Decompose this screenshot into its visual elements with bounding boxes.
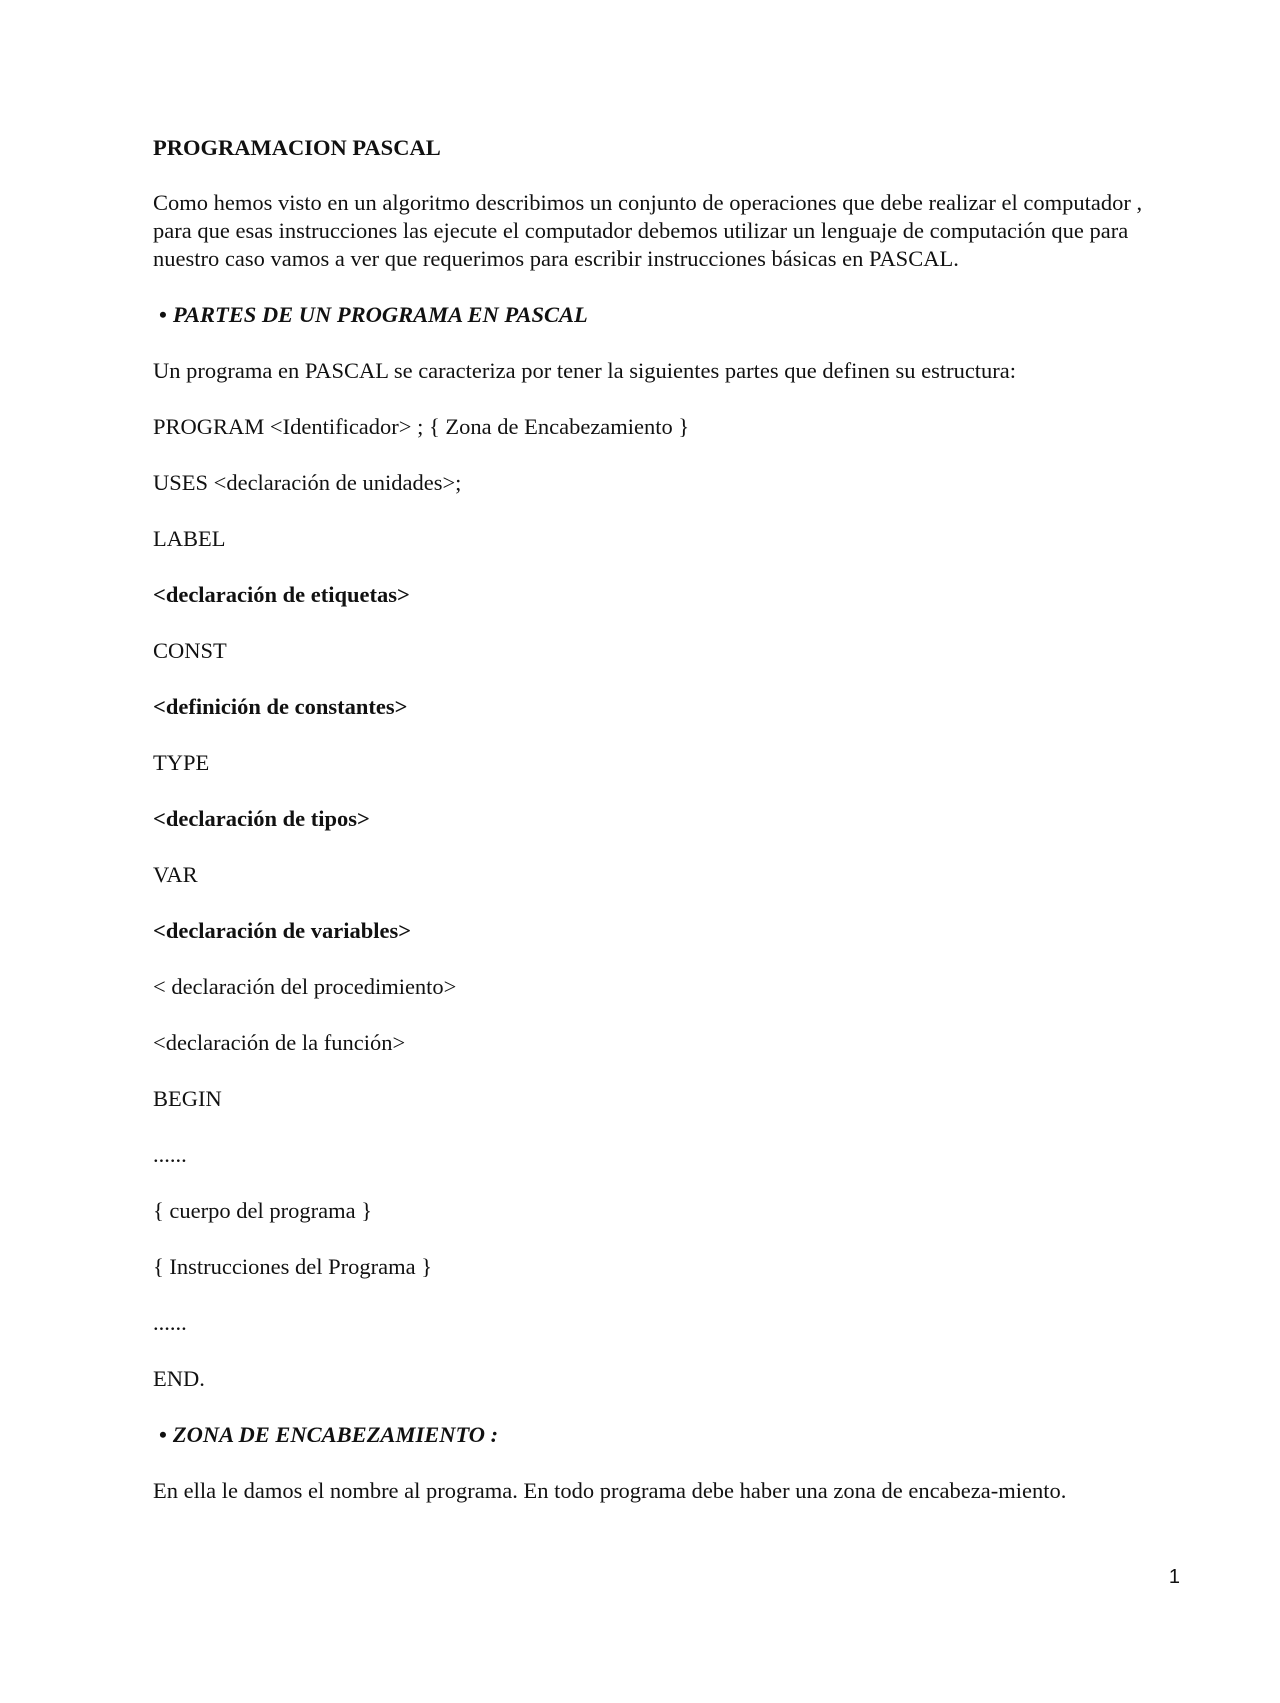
structure-line-constantes: <definición de constantes>	[153, 694, 408, 719]
page-number: 1	[1168, 1566, 1180, 1588]
structure-line-etiquetas: <declaración de etiquetas>	[153, 582, 410, 607]
section-heading-text: PARTES DE UN PROGRAMA EN PASCAL	[172, 302, 588, 327]
section-heading-partes	[159, 301, 1193, 329]
structure-line-end: END.	[153, 1366, 205, 1391]
structure-line-tipos: <declaración de tipos>	[153, 806, 370, 831]
document-title: PROGRAMACION PASCAL	[153, 135, 441, 160]
structure-line-type: TYPE	[153, 750, 210, 775]
structure-line-funcion: <declaración de la función>	[153, 1030, 406, 1055]
structure-line-procedimiento: < declaración del procedimiento>	[153, 974, 457, 999]
structure-line-uses: USES <declaración de unidades>;	[153, 470, 462, 495]
structure-line-const: CONST	[153, 638, 227, 663]
encabezamiento-paragraph: En ella le damos el nombre al programa. En todo programa debe haber una zona de encabeza-miento.	[153, 1478, 1067, 1503]
structure-line-var: VAR	[153, 862, 198, 887]
page-content	[153, 134, 1193, 1533]
structure-line-ellipsis: ......	[153, 1310, 187, 1335]
intro-line: nuestro caso vamos a ver que requerimos para escribir instrucciones básicas en PASCAL.	[153, 246, 959, 271]
structure-line-ellipsis: ......	[153, 1142, 187, 1167]
structure-line-variables: <declaración de variables>	[153, 918, 412, 943]
structure-line-label: LABEL	[153, 526, 226, 551]
section-heading-encabezamiento	[159, 1421, 1193, 1449]
bullet-icon: •	[159, 302, 167, 327]
structure-line-instrucciones: { Instrucciones del Programa }	[153, 1254, 433, 1279]
intro-line: para que esas instrucciones las ejecute el computador debemos utilizar un lenguaje de computación que para	[153, 218, 1129, 243]
intro-line: Como hemos visto en un algoritmo describimos un conjunto de operaciones que debe realizar el computador ,	[153, 190, 1143, 215]
structure-intro: Un programa en PASCAL se caracteriza por tener la siguientes partes que definen su estructura:	[153, 358, 1017, 383]
structure-line-begin: BEGIN	[153, 1086, 222, 1111]
structure-line-cuerpo: { cuerpo del programa }	[153, 1198, 373, 1223]
structure-line-program: PROGRAM <Identificador> ; { Zona de Encabezamiento }	[153, 414, 690, 439]
section-heading-text: ZONA DE ENCABEZAMIENTO :	[172, 1422, 499, 1447]
bullet-icon: •	[159, 1422, 167, 1447]
intro-paragraph	[153, 189, 1193, 273]
